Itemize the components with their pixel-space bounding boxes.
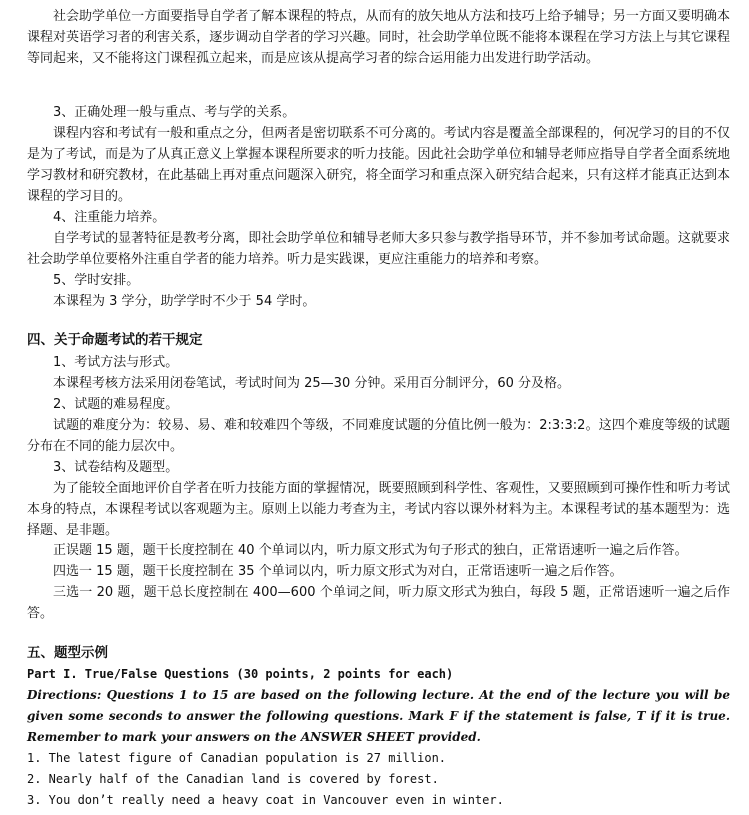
part-title: Part I. True/False Questions (30 points, 2 points for each)	[27, 667, 454, 681]
s4-item3-title: 3、试卷结构及题型。	[53, 460, 179, 475]
type-true-false: 正误题 15 题，题干长度控制在 40 个单词以内，听力原文形式为句子形式的独白，正常语速听一遍之后作答。	[53, 543, 688, 558]
item5-title: 5、学时安排。	[53, 273, 140, 288]
s4-item2-title: 2、试题的难易程度。	[53, 397, 179, 412]
s4-item1-title: 1、考试方法与形式。	[53, 355, 179, 370]
type-three-choice: 三选一 20 题，题干总长度控制在 400—600 个单词之间，听力原文形式为独白，每段 5 题，正常语速听一遍之后作答。	[27, 585, 730, 621]
s4-item3-text: 为了能较全面地评价自学者在听力技能方面的掌握情况，既要照顾到科学性、客观性，又要照顾到可操作性和听力考试本身的特点，本课程考试以客观题为主。原则上以能力考查为主，考试内容以课外材料为主。本课程考试的基本题型为：选择题、是非题。	[27, 481, 730, 538]
s4-item2-text: 试题的难度分为：较易、易、难和较难四个等级，不同难度试题的分值比例一般为：2:3:3:2。这四个难度等级的试题分布在不同的能力层次中。	[27, 418, 730, 454]
item3-text: 课程内容和考试有一般和重点之分，但两者是密切联系不可分离的。考试内容是覆盖全部课程的，何况学习的目的不仅是为了考试，而是为了从真正意义上掌握本课程所要求的听力技能。因此社会助学单位和辅导老师应指导自学者全面系统地学习教材和研究教材，在此基础上再对重点问题深入研究，将全面学习和重点深入研究结合起来，只有这样才能真正达到本课程的学习目的。	[27, 126, 730, 204]
item3-title: 3、正确处理一般与重点、考与学的关系。	[53, 105, 296, 120]
item5-text: 本课程为 3 学分，助学学时不少于 54 学时。	[53, 294, 316, 309]
section5-heading: 五、题型示例	[27, 645, 108, 661]
s4-item1-text: 本课程考核方法采用闭卷笔试，考试时间为 25—30 分钟。采用百分制评分，60 分及格。	[53, 376, 571, 391]
section4-heading: 四、关于命题考试的若干规定	[27, 332, 203, 348]
item4-text: 自学考试的显著特征是教考分离，即社会助学单位和辅导老师大多只参与教学指导环节，并不参加考试命题。这就要求社会助学单位要格外注重自学者的能力培养。听力是实践课，更应注重能力的培养和考察。	[27, 231, 730, 267]
question-3: 3. You don’t really need a heavy coat in Vancouver even in winter.	[27, 793, 504, 807]
paragraph-intro: 社会助学单位一方面要指导自学者了解本课程的特点，从而有的放矢地从方法和技巧上给予辅导；另一方面又要明确本课程对英语学习者的利害关系，逐步调动自学者的学习兴趣。同时，社会助学单位既不能将本课程在学习方法上与其它课程等同起来，又不能将这门课程孤立起来，而是应该从提高学习者的综合运用能力出发进行助学活动。	[27, 9, 730, 66]
item4-title: 4、注重能力培养。	[53, 210, 166, 225]
directions-text: Directions: Questions 1 to 15 are based on the following lecture. At the end of the lecture you will be given some seconds to answer the following questions. Mark F if the statement is false, T if it is true. Remember to mark your answers on the ANSWER SHEET provided.	[27, 688, 730, 744]
type-four-choice: 四选一 15 题，题干长度控制在 35 个单词以内，听力原文形式为对白，正常语速听一遍之后作答。	[53, 564, 623, 579]
question-2: 2. Nearly half of the Canadian land is covered by forest.	[27, 772, 439, 786]
question-1: 1. The latest figure of Canadian population is 27 million.	[27, 751, 447, 765]
